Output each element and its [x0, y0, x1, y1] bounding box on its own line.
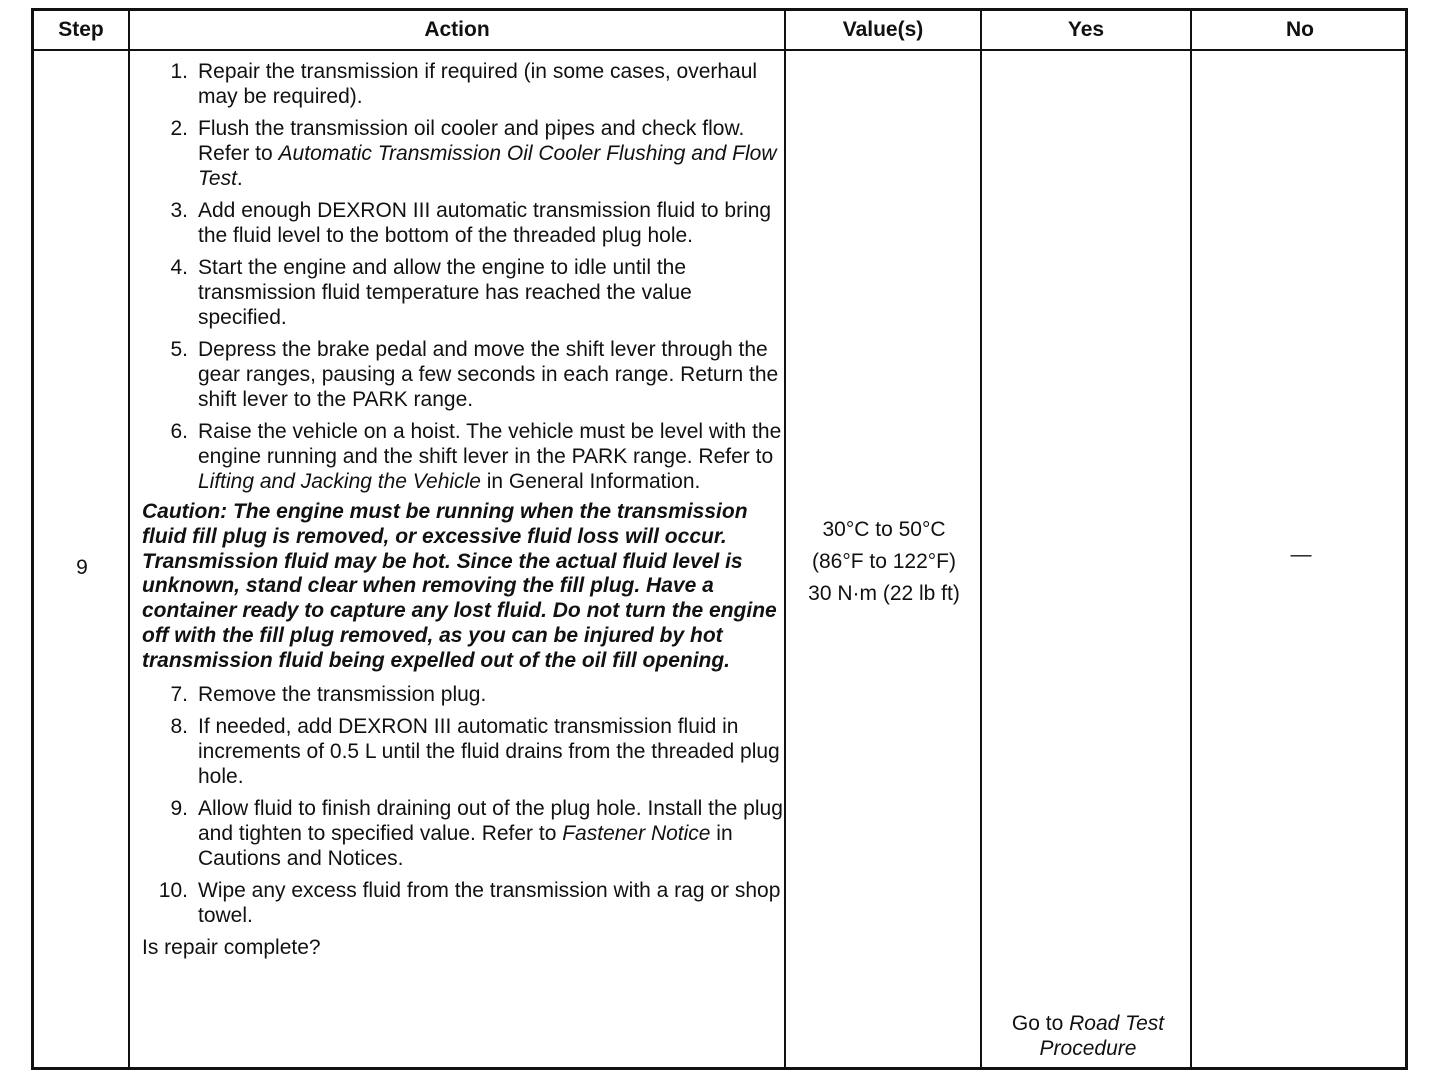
procedure-list	[142, 59, 784, 494]
road-test-reference: Road Test Procedure	[1039, 1012, 1165, 1060]
procedure-step	[142, 796, 784, 871]
procedure-step	[142, 59, 784, 109]
step-index: 3.	[170, 199, 188, 222]
procedure-step	[142, 878, 784, 928]
step-text-part: in Cautions and Notices.	[198, 821, 733, 870]
temperature-fahrenheit: (86°F to 122°F)	[811, 550, 957, 573]
step-text-part: Allow fluid to finish draining out of the plug hole. Install the plug and tighten to specified value. Refer to	[198, 796, 783, 845]
document-reference: Fastener Notice	[562, 821, 711, 845]
step-text-part: in General Information.	[480, 470, 701, 493]
header-step: Step	[58, 18, 104, 41]
yes-text: Go to	[1011, 1012, 1070, 1035]
temperature-celsius: 30°C to 50°C	[822, 518, 946, 541]
column-divider	[128, 11, 130, 1067]
procedure-step	[142, 198, 784, 248]
no-cell: —	[1290, 543, 1312, 566]
step-text: Remove the transmission plug.	[198, 682, 487, 706]
step-text: If needed, add DEXRON III automatic transmission fluid in increments of 0.5 L until the fluid drains from the threaded plug hole.	[198, 714, 780, 788]
values-cell	[786, 514, 982, 610]
step-text-part: Raise the vehicle on a hoist. The vehicle must be level with the engine running and the shift lever in the PARK range. Refer to	[198, 420, 782, 468]
header-yes: Yes	[1067, 18, 1105, 41]
procedure-step	[142, 337, 784, 412]
step-text: Start the engine and allow the engine to idle until the transmission fluid temperature has reached the value specified.	[198, 256, 692, 329]
step-text: Add enough DEXRON III automatic transmission fluid to bring the fluid level to the bottom of the threaded plug hole.	[198, 199, 772, 247]
step-text: Depress the brake pedal and move the shift lever through the gear ranges, pausing a few seconds in each range. Return the shift lever to the PARK range.	[198, 338, 779, 411]
step-index: 5.	[170, 338, 188, 361]
step-number: 9	[76, 556, 88, 579]
header-action: Action	[424, 18, 490, 41]
document-reference: Automatic Transmission Oil Cooler Flushing and Flow Test	[198, 142, 777, 190]
procedure-list	[142, 682, 784, 928]
step-index: 4.	[170, 256, 188, 279]
step-text	[198, 419, 784, 494]
step-text	[198, 116, 784, 191]
yes-cell	[984, 1011, 1192, 1061]
step-text	[198, 796, 784, 871]
step-text: Repair the transmission if required (in some cases, overhaul may be required).	[198, 60, 758, 108]
step-index: 10.	[158, 878, 188, 902]
torque-value: 30 N·m (22 lb ft)	[808, 582, 960, 605]
step-index: 8.	[170, 714, 188, 738]
step-index: 1.	[170, 60, 188, 83]
procedure-step	[142, 714, 784, 789]
caution-text: Caution: The engine must be running when the transmission fluid fill plug is removed, or excessive fluid loss will occur. Transmission fluid may be hot. Since the actual fluid level is unknown, stand clear when removing the fill plug. Have a container ready to capture any lost fluid. Do not turn the engine off with the fill plug removed, as you can be injured by hot transmission fluid being expelled out of the oil fill opening.	[142, 500, 777, 672]
procedure-step	[142, 682, 784, 707]
step-index: 2.	[170, 117, 188, 140]
header-no: No	[1286, 18, 1314, 41]
header-divider	[34, 49, 1405, 51]
document-reference: Lifting and Jacking the Vehicle	[198, 470, 481, 493]
repair-question: Is repair complete?	[142, 935, 321, 959]
procedure-step	[142, 255, 784, 330]
procedure-step	[142, 419, 784, 494]
step-text-part: Flush the transmission oil cooler and pipes and check flow. Refer to	[198, 117, 745, 165]
step-index: 6.	[170, 420, 188, 443]
diagnostic-table	[31, 8, 1408, 1070]
step-text-part: .	[236, 167, 243, 190]
action-cell	[142, 59, 784, 960]
column-divider	[1190, 11, 1192, 1067]
step-text: Wipe any excess fluid from the transmission with a rag or shop towel.	[198, 878, 781, 927]
header-values: Value(s)	[842, 18, 924, 41]
procedure-step	[142, 116, 784, 191]
step-index: 9.	[170, 796, 188, 820]
step-index: 7.	[170, 682, 188, 706]
